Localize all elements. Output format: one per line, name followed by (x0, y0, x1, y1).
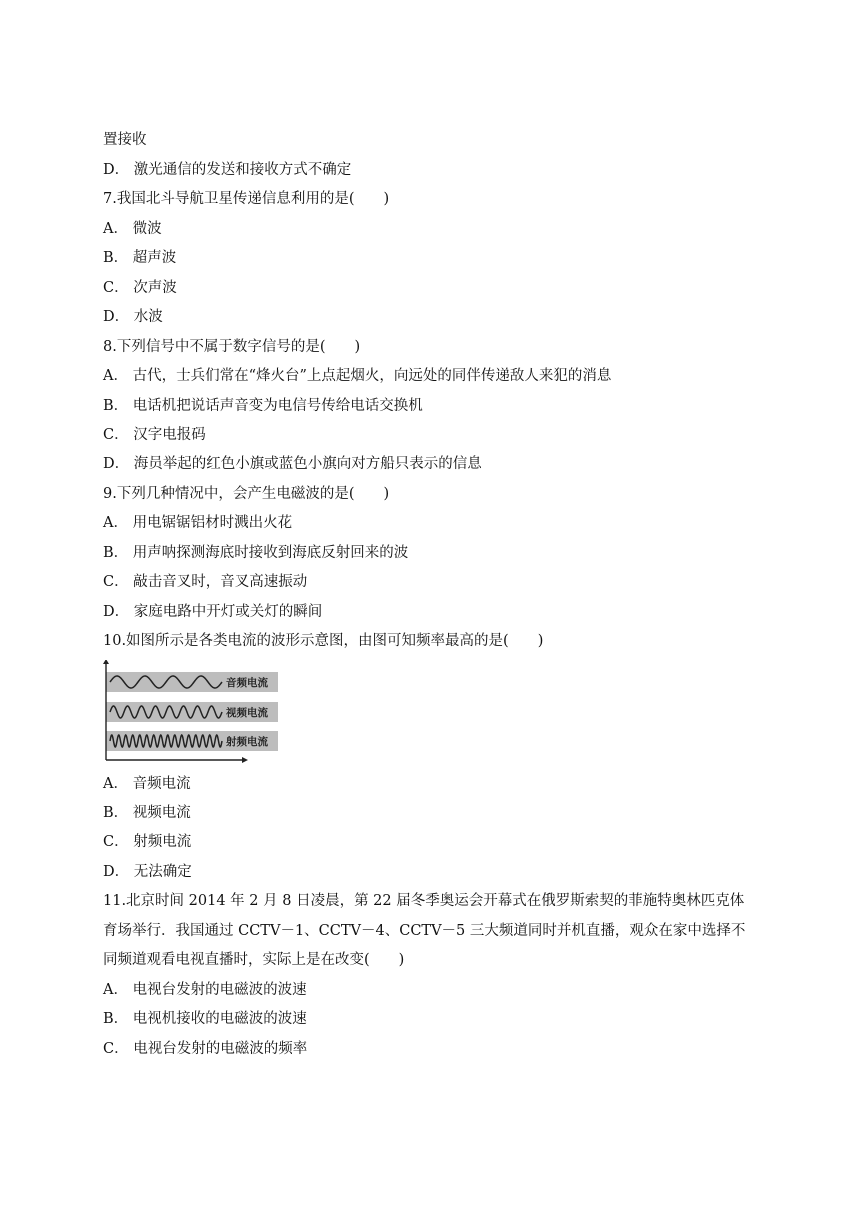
q7-option-d: D． 水波 (103, 309, 163, 325)
q11-option-b: B． 电视机接收的电磁波的波速 (103, 1011, 307, 1027)
q9-option-a: A． 用电锯锯铝材时溅出火花 (103, 515, 293, 531)
q7-option-c: C． 次声波 (103, 280, 177, 296)
q10-option-a: A． 音频电流 (103, 776, 191, 792)
question-11-line-2: 育场举行．我国通过 CCTV－1、CCTV－4、CCTV－5 三大频道同时并机直播，观众在家中选择不 (103, 923, 746, 939)
question-11-line-3: 同频道观看电视直播时，实际上是在改变( ) (103, 952, 405, 968)
q9-option-c: C． 敲击音叉时，音叉高速振动 (103, 574, 308, 590)
q7-option-b: B． 超声波 (103, 250, 177, 266)
question-11-line-1: 11.北京时间 2014 年 2 月 8 日凌晨，第 22 届冬季奥运会开幕式在俄罗斯索契的菲施特奥林匹克体 (103, 893, 745, 909)
q9-option-b: B． 用声呐探测海底时接收到海底反射回来的波 (103, 545, 409, 561)
waveform-diagram (100, 660, 280, 768)
q10-option-d: D． 无法确定 (103, 864, 192, 880)
waveform-figure (100, 660, 280, 768)
q7-option-a: A． 微波 (103, 221, 162, 237)
waveform-label: 视频电流 (226, 707, 268, 719)
text-line: 置接收 (103, 132, 147, 148)
q8-option-c: C． 汉字电报码 (103, 427, 206, 443)
q10-option-b: B． 视频电流 (103, 805, 191, 821)
waveform-label: 音频电流 (226, 677, 268, 689)
question-10: 10.如图所示是各类电流的波形示意图，由图可知频率最高的是( ) (103, 633, 544, 649)
q11-option-a: A． 电视台发射的电磁波的波速 (103, 982, 307, 998)
waveform-label: 射频电流 (226, 736, 268, 748)
option-d: D． 激光通信的发送和接收方式不确定 (103, 162, 352, 178)
x-axis-arrow (242, 757, 248, 763)
question-8: 8.下列信号中不属于数字信号的是( ) (103, 339, 361, 355)
q9-option-d: D． 家庭电路中开灯或关灯的瞬间 (103, 604, 323, 620)
q11-option-c: C． 电视台发射的电磁波的频率 (103, 1041, 308, 1057)
q8-option-b: B． 电话机把说话声音变为电信号传给电话交换机 (103, 398, 423, 414)
question-7: 7.我国北斗导航卫星传递信息利用的是( ) (103, 191, 390, 207)
q8-option-d: D． 海员举起的红色小旗或蓝色小旗向对方船只表示的信息 (103, 456, 482, 472)
question-9: 9.下列几种情况中，会产生电磁波的是( ) (103, 486, 390, 502)
q10-option-c: C． 射频电流 (103, 834, 192, 850)
y-axis-arrow (103, 660, 109, 664)
q8-option-a: A． 古代，士兵们常在“烽火台”上点起烟火，向远处的同伴传递敌人来犯的消息 (103, 368, 612, 384)
